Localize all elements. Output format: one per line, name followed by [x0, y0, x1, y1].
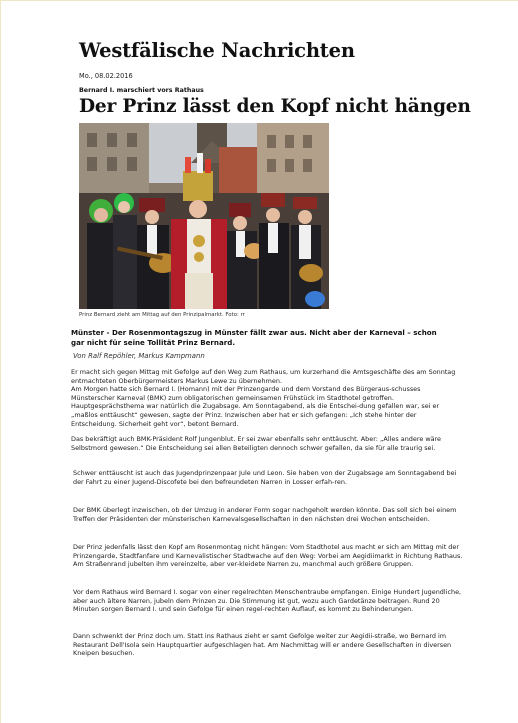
article-paragraph: Schwer enttäuscht ist auch das Jugendprinzenpaar Jule und Leon. Sie haben von der Zugabsage am Sonntagabend bei der Fahrt zu einer Jugend-Discofete bei den befreundeten Narren in Losser erfah-ren.	[73, 469, 457, 486]
article-paragraph: Vor dem Rathaus wird Bernard I. sogar von einer regelrechten Menschentraube empfangen. Einige Hundert Jugendliche, aber auch ältere Narren, jubeln dem Prinzen zu. Die Stimmung ist gut, wozu auch Gardetänze beitragen. Rund 20 Minuten sorgen Bernard I. und sein Gefolge für einen regel-rechten Auflauf, es kommt zu Behinderungen.	[73, 588, 462, 614]
article-lead: Münster - Der Rosenmontagszug in Münster fällt zwar aus. Nicht aber der Karneval – schon gar nicht für seine Tollität Prinz Bernard.	[71, 328, 437, 347]
article-byline: Von Ralf Repöhler, Markus Kampmann	[73, 352, 205, 360]
article-headline: Der Prinz lässt den Kopf nicht hängen	[79, 96, 471, 117]
article-paragraph: Dann schwenkt der Prinz doch um. Statt ins Rathaus zieht er samt Gefolge weiter zur Aegidii-straße, wo Bernard im Restaurant Dell'Isola sein Hauptquartier aufgeschlagen hat. Am Nachmittag will er andere Gesellschaften in diversen Kneipen besuchen.	[73, 632, 452, 658]
article-paragraph: Das bekräftigt auch BMK-Präsident Rolf Jungenblut. Er sei zwar ebenfalls sehr enttäuscht. Aber: „Alles andere wäre Selbstmord gewesen.“ Die Entscheidung sei allen Beteiligten dennoch schwer gefallen, da sie für alle traurig sei.	[71, 435, 442, 452]
newspaper-masthead: Westfälische Nachrichten	[79, 39, 355, 62]
article-photo	[79, 123, 329, 309]
photo-caption: Prinz Bernard zieht am Mittag auf den Prinzipalmarkt. Foto: rr	[79, 312, 245, 318]
article-paragraph: Der Prinz jedenfalls lässt den Kopf am Rosenmontag nicht hängen: Vom Stadthotel aus macht er sich am Mittag mit der Prinzengarde, Stadtfanfare und Karnevalistischer Stadtwache auf den Weg: Vorbei am Aegidiimarkt in Richtung Rathaus. Am Straßenrand jubelten ihm vereinzelte, aber ver-kleidete Narren zu, manchmal auch größere Gruppen.	[73, 543, 463, 569]
article-paragraph: Er macht sich gegen Mittag mit Gefolge auf den Weg zum Rathaus, um kurzerhand die Amtsgeschäfte des am Sonntag entmachteten Oberbürgermeisters Markus Lewe zu übernehmen. Am Morgen hatte sich Bernard I. (Homann) mit der Prinzengarde und dem Vorstand des Bürgeraus-schusses Münsterscher Karneval (BMK) zum obligatorischen gemeinsamen Frühstück im Stadthotel getroffen. Hauptgesprächsthema war natürlich die Zugabsage. Am Sonntagabend, als die Entschei-dung gefallen war, sei er „maßlos enttäuscht“ gewesen, sagte der Prinz. Inzwischen aber hat er sich gefangen: „Ich stehe hinter der Entscheidung. Sicherheit geht vor“, betont Bernard.	[71, 368, 456, 428]
carnival-photo-illustration	[79, 123, 329, 309]
article-kicker: Bernard I. marschiert vors Rathaus	[79, 87, 204, 94]
publication-date: Mo., 08.02.2016	[79, 72, 133, 80]
article-paragraph: Der BMK überlegt inzwischen, ob der Umzug in anderer Form sogar nachgeholt werden könnte. Das soll sich bei einem Treffen der Präsidenten der münsterischen Karnevalsgesellschaften in den nächsten drei Wochen entscheiden.	[73, 506, 457, 523]
